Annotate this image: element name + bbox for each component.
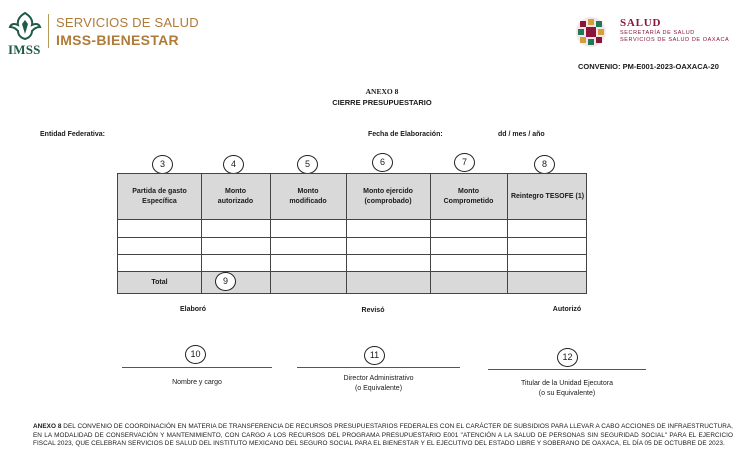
reviso-label: Revisó xyxy=(361,307,385,314)
footer-bold-lead: ANEXO 8 xyxy=(33,423,62,430)
total-label: Total xyxy=(151,278,168,286)
header-monto-modificado: Monto modificado xyxy=(289,188,327,205)
header-monto-autorizado: Monto autorizado xyxy=(217,188,254,205)
signature-line-autorizo xyxy=(488,369,646,370)
footer-legal-text xyxy=(33,423,733,449)
marker-3: 3 xyxy=(152,155,173,174)
signature-line-reviso xyxy=(297,367,460,368)
imss-logo xyxy=(6,10,44,57)
servicios-de-salud-text: SERVICIOS DE SALUD xyxy=(56,15,199,30)
secretaria-de-salud-text: SECRETARÍA DE SALUD xyxy=(620,30,695,36)
director-line1: Director Administrativo xyxy=(343,375,414,382)
convenio-number: CONVENIO: PM-E001-2023-OAXACA-20 xyxy=(578,62,719,71)
row-divider xyxy=(118,254,586,255)
header-monto-ejercido: Monto ejercido (comprobado) xyxy=(363,188,413,205)
logo-divider xyxy=(48,14,49,48)
marker-8: 8 xyxy=(534,155,555,174)
salud-title: SALUD xyxy=(620,17,662,29)
salud-emblem-icon xyxy=(574,15,608,49)
row-divider xyxy=(118,237,586,238)
imss-bienestar-text: IMSS-BIENESTAR xyxy=(56,32,179,48)
marker-9: 9 xyxy=(215,272,236,291)
header-partida: Partida de gasto Específica xyxy=(132,188,187,205)
director-line2: (o Equivalente) xyxy=(354,385,403,392)
imss-wordmark: IMSS xyxy=(8,42,41,57)
marker-7: 7 xyxy=(454,153,475,172)
marker-12: 12 xyxy=(557,348,578,367)
titular-line1: Titular de la Unidad Ejecutora xyxy=(521,380,613,387)
marker-11: 11 xyxy=(364,346,385,365)
cierre-title: CIERRE PRESUPUESTARIO xyxy=(332,98,432,107)
fecha-elaboracion-label: Fecha de Elaboración: xyxy=(368,131,443,138)
director-administrativo-text xyxy=(297,374,460,394)
marker-6: 6 xyxy=(372,153,393,172)
titular-line2: (o su Equivalente) xyxy=(538,390,596,397)
header-monto-comprometido: Monto Comprometido xyxy=(443,188,494,205)
imss-eagle-icon xyxy=(6,10,44,44)
marker-4: 4 xyxy=(223,155,244,174)
header-reintegro-tesofe: Reintegro TESOFE (1) xyxy=(510,193,585,200)
footer-body: DEL CONVENIO DE COORDINACIÓN EN MATERIA DE TRANSFERENCIA DE RECURSOS PRESUPUESTARIOS FEDERALES CON EL CARÁCTER DE SUBSIDIOS PARA LLEVAR A CABO ACCIONES DE INFRAESTRUCTURA, EN LA MODALIDAD DE CONSERVACIÓN Y MANTENIMIENTO, CON CARGO A LOS RECURSOS DEL PROGRAMA PRESUPUESTARIO E001 "ATENCIÓN A LA SALUD DE PERSONAS SIN SEGURIDAD SOCIAL" PARA EL EJERCICIO FISCAL 2023, QUE CELEBRAN SERVICIOS DE SALUD DEL INSTITUTO MEXICANO DEL SEGURO SOCIAL PARA EL BIENESTAR Y EL EJECUTIVO DEL ESTADO LIBRE Y SOBERANO DE OAXACA, EL DÍA 05 DE OCTUBRE DE 2023. xyxy=(33,423,733,448)
fecha-elaboracion-value: dd / mes / año xyxy=(498,131,545,138)
autorizo-label: Autorizó xyxy=(552,306,582,313)
servicios-oaxaca-text: SERVICIOS DE SALUD DE OAXACA xyxy=(620,37,730,43)
titular-unidad-text xyxy=(488,379,646,399)
nombre-cargo-text: Nombre y cargo xyxy=(172,379,222,386)
entidad-federativa-label: Entidad Federativa: xyxy=(40,131,105,138)
marker-5: 5 xyxy=(297,155,318,174)
budget-table xyxy=(117,173,587,294)
elaboro-label: Elaboró xyxy=(179,306,207,313)
marker-10: 10 xyxy=(185,345,206,364)
anexo-title: ANEXO 8 xyxy=(365,87,399,96)
signature-line-elaboro xyxy=(122,367,272,368)
